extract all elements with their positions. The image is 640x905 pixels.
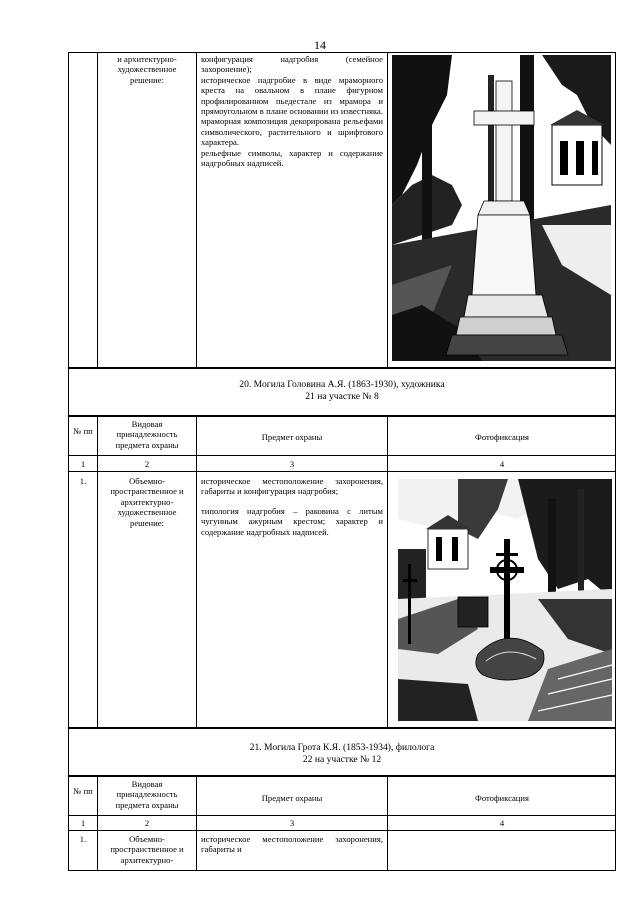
- subject-paragraph: типология надгробия – раковина с литым чугунным ажурным крестом; характер и содержание надгробных надписей.: [201, 505, 383, 537]
- section-20-subject-cell: [197, 476, 387, 537]
- section-20-type-cell: Объемно-пространственное и архитектурно-художественное решение:: [110, 476, 184, 528]
- index-4: 4: [499, 818, 505, 828]
- subject-paragraph: историческое местоположение захоронения, габариты и: [201, 834, 383, 855]
- section-21-subject-cell: [197, 834, 387, 855]
- index-4: 4: [499, 459, 505, 469]
- continuation-type-cell: и архитектурно-художественное решение:: [117, 54, 177, 85]
- continuation-subject-cell: [197, 54, 387, 168]
- cross-monument-photo: [392, 55, 611, 361]
- index-3: 3: [289, 818, 295, 828]
- index-1: 1: [80, 459, 86, 469]
- row-number: 1.: [79, 476, 87, 486]
- header-type: Видовая принадлежность предмета охраны: [115, 779, 179, 810]
- section-21-title: 21. Могила Грота К.Я. (1853-1934), филолога 22 на участке № 12: [249, 742, 435, 765]
- header-num: № пп: [73, 786, 93, 796]
- header-photo: Фотофиксация: [475, 432, 529, 442]
- header-subject: Предмет охраны: [261, 793, 323, 803]
- row-number: 1.: [79, 834, 87, 844]
- index-2: 2: [144, 459, 150, 469]
- header-num: № пп: [73, 426, 93, 436]
- index-1: 1: [80, 818, 86, 828]
- index-2: 2: [144, 818, 150, 828]
- header-type: Видовая принадлежность предмета охраны: [115, 419, 179, 450]
- subject-paragraph: историческое местоположение захоронения, габариты и конфигурация надгробия;: [201, 476, 383, 497]
- section-21-type-cell: Объемно-пространственное и архитектурно-: [110, 834, 184, 865]
- page-number: 14: [314, 38, 326, 52]
- subject-paragraph: конфигурация надгробия (семейное захоронение);: [201, 54, 383, 75]
- shell-grave-photo: [398, 479, 612, 721]
- index-3: 3: [289, 459, 295, 469]
- subject-paragraph: историческое надгробие в виде мраморного креста на овальном в плане фигурном профилированном пьедестале из мрамора и прямоугольном в плане основании из известняка. мраморная композиция декорирована рельефами символического, растительного и шрифтового характера.: [201, 74, 383, 148]
- header-photo: Фотофиксация: [475, 793, 529, 803]
- subject-paragraph: рельефные символы, характер и содержание надгробных надписей.: [201, 147, 383, 169]
- section-20-title: 20. Могила Головина А.Я. (1863-1930), художника 21 на участке № 8: [239, 379, 445, 402]
- header-subject: Предмет охраны: [261, 432, 323, 442]
